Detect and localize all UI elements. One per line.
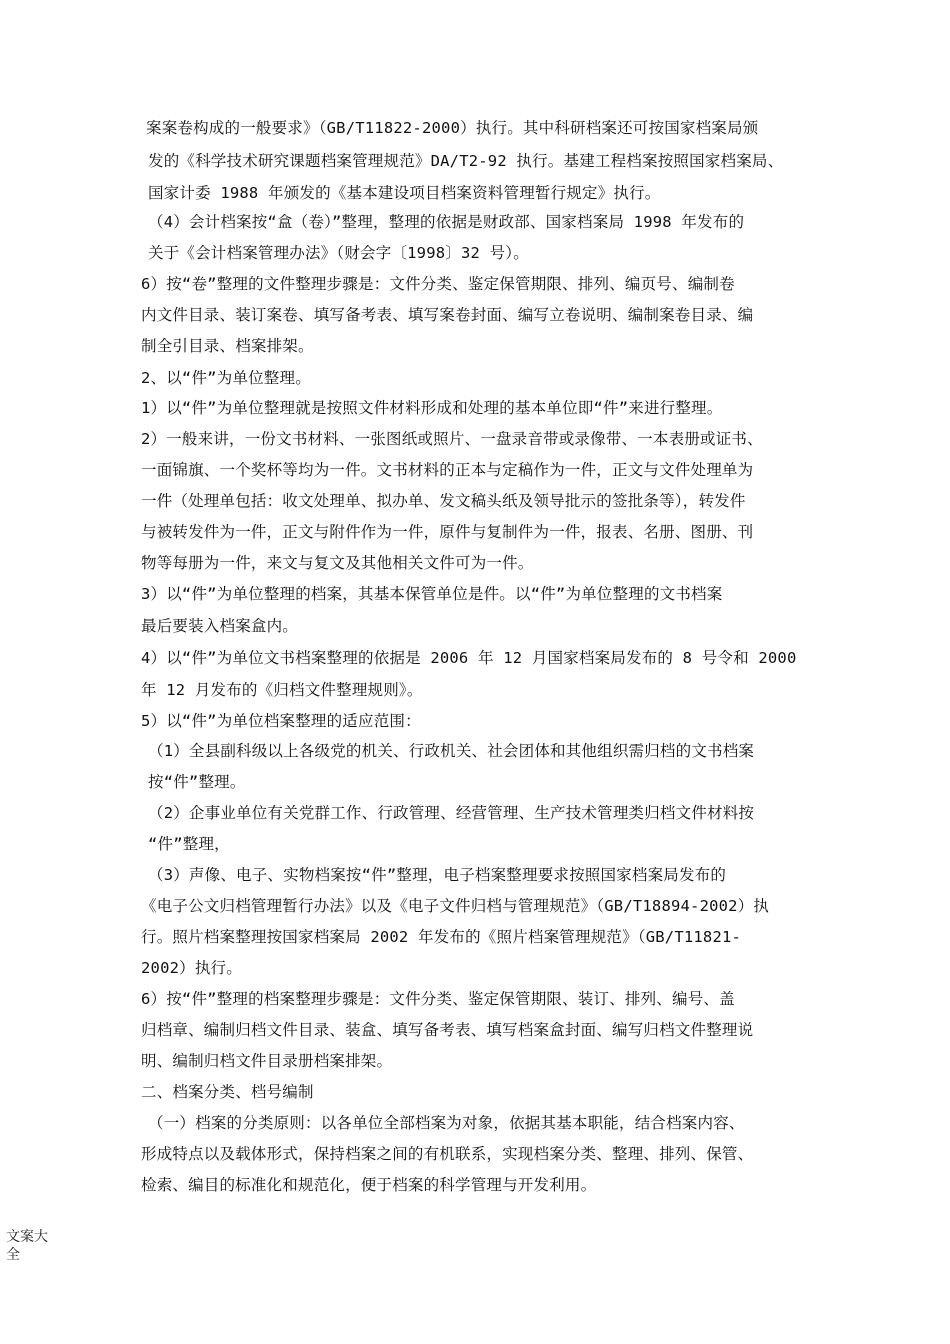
text-line-3: 国家计委 1988 年颁发的《基本建设项目档案资料管理暂行规定》执行。 xyxy=(148,184,661,202)
text-line-21: （1）全县副科级以上各级党的机关、行政机关、社会团体和其他组织需归档的文书档案 xyxy=(148,742,755,760)
text-line-22: 按“件”整理。 xyxy=(148,773,246,791)
text-line-18: 4）以“件”为单位文书档案整理的依据是 2006 年 12 月国家档案局发布的 8 号令和 2000 xyxy=(141,649,797,667)
text-line-10: 1）以“件”为单位整理就是按照文件材料形成和处理的基本单位即“件”来进行整理。 xyxy=(141,399,723,417)
text-line-26: 《电子公文归档管理暂行办法》以及《电子文件归档与管理规范》（GB/T18894-2002）执 xyxy=(141,897,770,915)
text-line-20: 5）以“件”为单位档案整理的适应范围： xyxy=(141,712,421,730)
text-line-33: （一）档案的分类原则：以各单位全部档案为对象，依据其基本职能，结合档案内容、 xyxy=(148,1114,745,1132)
text-line-34: 形成特点以及载体形式，保持档案之间的有机联系，实现档案分类、整理、排列、保管、 xyxy=(141,1145,754,1163)
text-line-27: 行。照片档案整理按国家档案局 2002 年发布的《照片档案管理规范》（GB/T11821- xyxy=(141,928,742,946)
text-line-29: 6）按“件”整理的档案整理步骤是：文件分类、鉴定保管期限、装订、排列、编号、盖 xyxy=(141,990,735,1008)
text-line-15: 物等每册为一件，来文与复文及其他相关文件可为一件。 xyxy=(141,554,534,572)
text-line-24: “件”整理， xyxy=(148,835,230,853)
text-line-7: 内文件目录、装订案卷、填写备考表、填写案卷封面、编写立卷说明、编制案卷目录、编 xyxy=(141,306,754,324)
text-line-2: 发的《科学技术研究课题档案管理规范》DA/T2-92 执行。基建工程档案按照国家档案局、 xyxy=(148,152,784,170)
text-line-16: 3）以“件”为单位整理的档案，其基本保管单位是件。以“件”为单位整理的文书档案 xyxy=(141,585,723,603)
text-line-5: 关于《会计档案管理办法》（财会字〔1998〕32 号）。 xyxy=(148,244,529,262)
text-line-13: 一件（处理单包括：收文处理单、拟办单、发文稿头纸及领导批示的签批条等），转发件 xyxy=(141,492,746,510)
text-line-4: （4）会计档案按“盒（卷）”整理，整理的依据是财政部、国家档案局 1998 年发布的 xyxy=(148,213,745,231)
text-line-31: 明、编制归档文件目录册档案排架。 xyxy=(141,1052,393,1070)
text-line-25: （3）声像、电子、实物档案按“件”整理，电子档案整理要求按照国家档案局发布的 xyxy=(148,866,727,884)
text-line-23: （2）企事业单位有关党群工作、行政管理、经营管理、生产技术管理类归档文件材料按 xyxy=(148,804,755,822)
text-line-6: 6）按“卷”整理的文件整理步骤是：文件分类、鉴定保管期限、排列、编页号、编制卷 xyxy=(141,275,735,293)
section-heading: 二、档案分类、档号编制 xyxy=(141,1083,314,1101)
text-line-28: 2002）执行。 xyxy=(141,959,242,977)
text-line-30: 归档章、编制归档文件目录、装盒、填写备考表、填写档案盒封面、编写归档文件整理说 xyxy=(141,1021,754,1039)
text-line-19: 年 12 月发布的《归档文件整理规则》。 xyxy=(141,681,423,699)
text-line-1: 案案卷构成的一般要求》（GB/T11822-2000）执行。其中科研档案还可按国家档案局颁 xyxy=(146,119,759,137)
text-line-35: 检索、编目的标准化和规范化，便于档案的科学管理与开发利用。 xyxy=(141,1176,597,1194)
text-line-11: 2）一般来讲，一份文书材料、一张图纸或照片、一盘录音带或录像带、一本表册或证书、 xyxy=(141,430,763,448)
footer-label: 文案大全 xyxy=(6,1229,48,1263)
text-line-12: 一面锦旗、一个奖杯等均为一件。文书材料的正本与定稿作为一件，正文与文件处理单为 xyxy=(141,461,754,479)
text-line-9: 2、以“件”为单位整理。 xyxy=(141,369,311,387)
text-line-14: 与被转发件为一件，正文与附件作为一件，原件与复制件为一件，报表、名册、图册、刊 xyxy=(141,523,754,541)
text-line-8: 制全引目录、档案排架。 xyxy=(141,337,314,355)
text-line-17: 最后要装入档案盒内。 xyxy=(141,617,299,635)
